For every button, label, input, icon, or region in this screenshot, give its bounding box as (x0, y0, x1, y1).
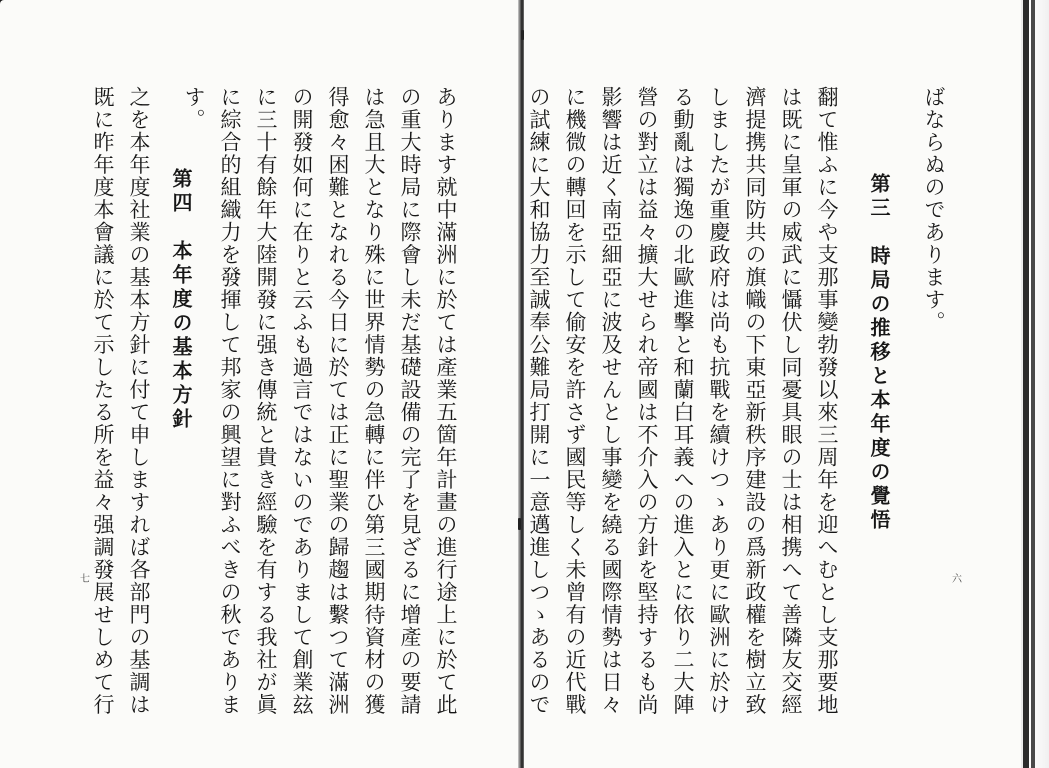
text-column: は既に皇軍の威武に懾伏し同憂具眼の士は相携へて善隣友交經 (779, 86, 803, 716)
scan-speck (518, 518, 521, 530)
text-column: 營の對立は益々擴大せられ帝國は不介入の方針を堅持するも尚 (635, 86, 659, 716)
right-edge (1021, 0, 1049, 768)
page-number: 七 (80, 574, 90, 585)
page-number: 六 (952, 574, 962, 585)
text-column: あります就中滿洲に於ては產業五箇年計畫の進行途上に於て此 (434, 86, 458, 716)
text-column: に三十有餘年大陸開發に强き傳統と貴き經驗を有する我社が眞 (254, 86, 278, 716)
text-column: 影響は近く南亞細亞に波及せんとし事變を繞る國際情勢は日々 (599, 86, 623, 716)
text-column: しましたが重慶政府は尚も抗戰を續けつゝあり更に歐洲に於け (707, 86, 731, 716)
section-heading-4: 第四 本年度の基本方針 (169, 168, 193, 432)
text-column: 濟提携共同防共の旗幟の下東亞新秩序建設の爲新政權を樹立致 (743, 86, 767, 716)
text-column: る動亂は獨逸の北歐進擊と和蘭白耳義への進入とに依り二大陣 (671, 86, 695, 716)
text-column: ばならぬのであります。 (922, 86, 946, 334)
section-heading-3: 第三 時局の推移と本年度の覺悟 (867, 173, 891, 533)
text-column: に綜合的組織力を發揮して邦家の興望に對ふべきの秋でありま (218, 86, 242, 716)
text-column: 之を本年度社業の基本方針に付て申しますれば各部門の基調は (127, 86, 151, 716)
text-column: 既に昨年度本會議に於て示したる所を益々强調發展せしめて行 (91, 86, 115, 716)
text-column: 得愈々困難となれる今日に於ては正に聖業の歸趨は繫つて滿洲 (326, 86, 350, 716)
scan-speck (521, 30, 524, 40)
text-column: 翻て惟ふに今や支那事變勃發以來三周年を迎へむとし支那要地 (815, 86, 839, 716)
text-column: は急且大となり殊に世界情勢の急轉に伴ひ第三國期待資材の獲 (362, 86, 386, 716)
text-column: の試練に大和協力至誠奉公難局打開に一意邁進しつゝあるので (527, 86, 551, 716)
text-column: す。 (182, 86, 206, 131)
text-column: の開發如何に在りと云ふも過言ではないのでありまして創業玆 (290, 86, 314, 716)
text-column: に機微の轉回を示して偷安を許さず國民等しく未曾有の近代戰 (563, 86, 587, 716)
text-column: の重大時局に際會し未だ基礎設備の完了を見ざるに增產の要請 (398, 86, 422, 716)
